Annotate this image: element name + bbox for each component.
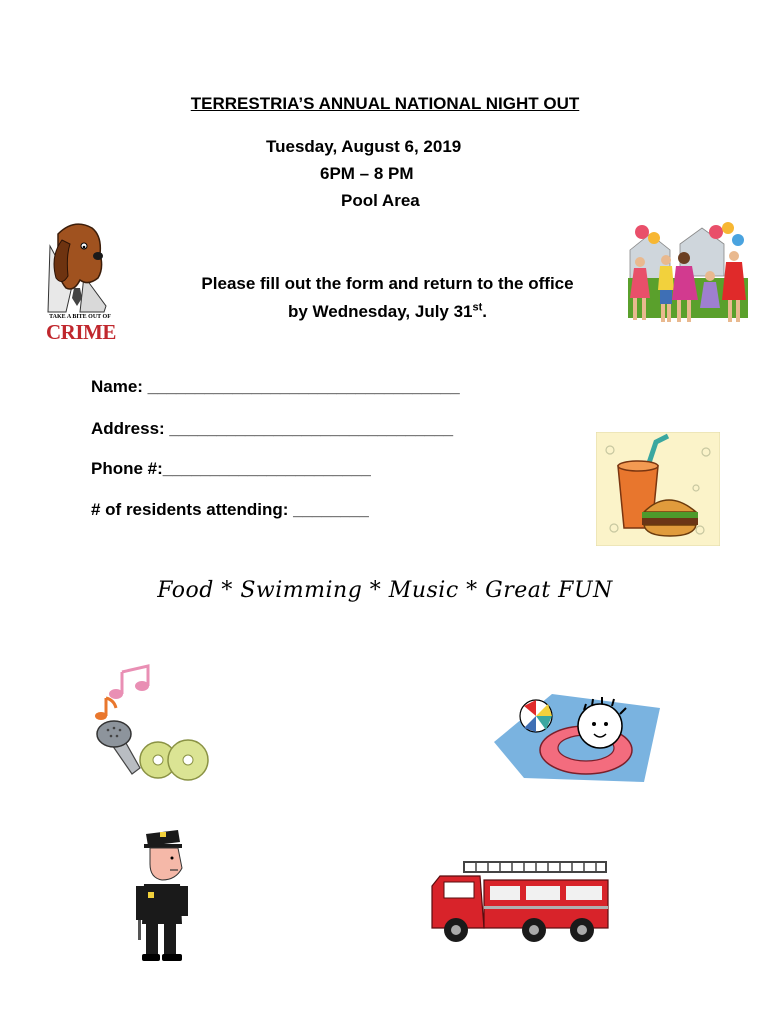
phone-field[interactable]: Phone #:______________________ — [91, 459, 371, 478]
microphone-cd-icon — [92, 664, 216, 782]
residents-field[interactable]: # of residents attending: ________ — [91, 500, 369, 519]
notice-line2: by Wednesday, July 31st. — [287, 301, 488, 321]
event-location: Pool Area — [341, 191, 420, 210]
soda-burger-icon — [596, 432, 720, 546]
mcgruff-logo — [44, 216, 114, 348]
event-time: 6PM – 8 PM — [320, 164, 414, 183]
address-field[interactable]: Address: ______________________________ — [91, 419, 454, 438]
fire-truck-icon — [430, 858, 610, 944]
party-clipart — [620, 220, 752, 336]
swim-ring-icon — [494, 686, 660, 784]
firetruck-clipart — [430, 858, 610, 944]
food-clipart — [596, 432, 720, 546]
music-clipart — [92, 664, 216, 782]
event-date: Tuesday, August 6, 2019 — [266, 137, 462, 156]
police-officer-icon — [132, 824, 194, 966]
crime-logo-line2: CRIME — [46, 320, 116, 344]
return-notice — [160, 270, 615, 326]
notice-line1: Please fill out the form and return to the office — [201, 274, 574, 293]
event-title: TERRESTRIA’S ANNUAL NATIONAL NIGHT OUT — [190, 94, 580, 113]
name-field[interactable]: Name: _________________________________ — [91, 377, 460, 396]
party-crowd-icon — [620, 220, 752, 336]
tagline: Food * Swimming * Music * Great FUN — [157, 578, 613, 603]
crime-logo-line1: TAKE A BITE OUT OF — [49, 314, 111, 320]
police-clipart — [132, 824, 194, 966]
swim-clipart — [494, 686, 660, 784]
